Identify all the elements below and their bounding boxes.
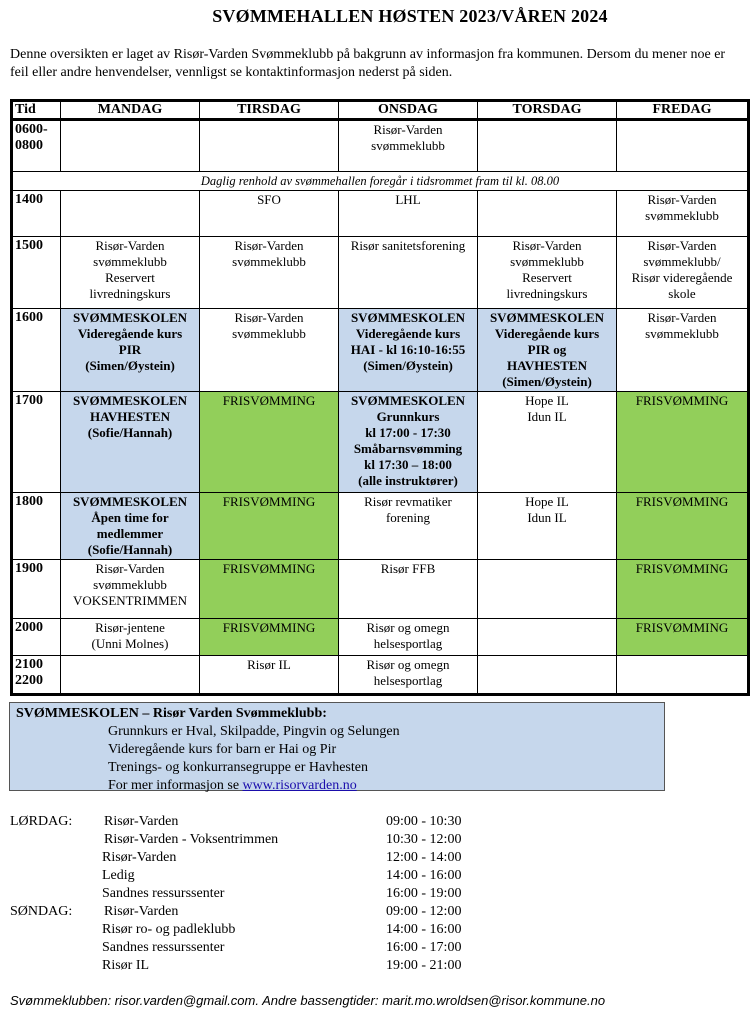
cell-text-line: Reservert: [522, 270, 572, 285]
weekend-time: 12:00 - 14:00: [386, 850, 462, 865]
cell-text-line: Risør IL: [247, 657, 291, 672]
cell-text-line: SVØMMESKOLEN: [350, 310, 466, 325]
footer-contact: [10, 993, 745, 1008]
cell-text-line: Idun IL: [527, 409, 567, 424]
cell-text-line: Risør FFB: [380, 561, 436, 576]
time-cell: [12, 191, 61, 237]
cell-text-line: svømmeklubb: [93, 577, 167, 592]
cell-text-line: Risør-Varden: [512, 238, 582, 253]
cell-text-line: svømmeklubb: [232, 326, 306, 341]
cell-text-line: Hope IL: [525, 494, 569, 509]
cell-text-line: Risør-Varden: [647, 192, 717, 207]
cell-fredag: [617, 493, 749, 560]
risorvarden-link[interactable]: www.risorvarden.no: [242, 778, 357, 793]
cell-text-line: SVØMMESKOLEN: [72, 393, 188, 408]
cell-mandag: [61, 619, 200, 656]
cell-text-line: VOKSENTRIMMEN: [72, 593, 188, 608]
weekend-row: [10, 885, 530, 903]
weekend-row: [10, 903, 530, 921]
more-info-prefix: For mer informasjon se: [108, 778, 243, 793]
cell-text-line: svømmeklubb/: [643, 254, 721, 269]
header-tirsdag: TIRSDAG: [200, 101, 339, 120]
weekend-club: Risør-Varden - Voksentrimmen: [104, 832, 279, 847]
cell-text-line: helsesportlag: [373, 636, 443, 651]
cleaning-note-row: [12, 172, 749, 191]
schedule-row: [12, 309, 749, 392]
cell-text-line: kl 17:30 – 18:00: [364, 457, 452, 472]
svommeskolen-line: Grunnkurs er Hval, Skilpadde, Pingvin og Selungen: [108, 724, 400, 739]
cell-mandag: [61, 656, 200, 695]
cell-text-line: 1500: [15, 238, 43, 253]
cell-fredag: [617, 392, 749, 493]
weekend-club: Risør-Varden: [104, 904, 179, 919]
cell-text-line: Risør sanitetsforening: [350, 238, 466, 253]
cell-text-line: 0600-: [15, 122, 48, 137]
cell-onsdag: [339, 493, 478, 560]
cell-torsdag: [478, 120, 617, 172]
cell-text-line: FRISVØMMING: [222, 494, 316, 509]
cell-text-line: Åpen time for: [91, 510, 169, 525]
cell-text-line: Videregående kurs: [77, 326, 183, 341]
cell-text-line: FRISVØMMING: [222, 561, 316, 576]
cell-mandag: [61, 191, 200, 237]
cell-torsdag: [478, 560, 617, 619]
cell-text-line: SVØMMESKOLEN: [72, 310, 188, 325]
cell-fredag: [617, 560, 749, 619]
cell-onsdag: [339, 191, 478, 237]
cell-text-line: (Simen/Øystein): [363, 358, 453, 373]
cell-tirsdag: [200, 237, 339, 309]
time-cell: [12, 619, 61, 656]
schedule-row: [12, 237, 749, 309]
cell-torsdag: [478, 237, 617, 309]
intro-text: Denne oversikten er laget av Risør-Varden Svømmeklubb på bakgrunn av informasjon fra kommunen. Dersom du mener noe er feil eller andre henvendelser, vennligst se kontaktinformasjon nederst på siden.: [10, 47, 726, 80]
cell-fredag: [617, 237, 749, 309]
cell-onsdag: [339, 560, 478, 619]
cell-text-line: 1700: [15, 393, 43, 408]
weekend-club: Sandnes ressurssenter: [102, 886, 225, 901]
weekend-schedule: [10, 813, 530, 975]
cell-onsdag: [339, 619, 478, 656]
cell-text-line: livredningskurs: [89, 286, 171, 301]
cell-mandag: [61, 560, 200, 619]
cell-text-line: FRISVØMMING: [635, 393, 729, 408]
cell-onsdag: [339, 120, 478, 172]
schedule-row: [12, 656, 749, 695]
header-mandag: MANDAG: [61, 101, 200, 120]
cell-text-line: 1800: [15, 494, 43, 509]
cell-text-line: Risør-Varden: [234, 310, 304, 325]
weekend-row: [10, 813, 530, 831]
schedule-table: [10, 99, 750, 696]
cell-text-line: FRISVØMMING: [222, 620, 316, 635]
page-title: SVØMMEHALLEN HØSTEN 2023/VÅREN 2024: [212, 6, 608, 26]
cell-text-line: SFO: [257, 192, 281, 207]
cell-text-line: Grunnkurs: [376, 409, 440, 424]
cell-fredag: [617, 309, 749, 392]
header-fredag: FREDAG: [617, 101, 749, 120]
weekend-row: [10, 867, 530, 885]
svommeskolen-info-box: [9, 702, 665, 791]
cell-text-line: Risør og omegn: [366, 657, 450, 672]
cell-text-line: PIR og: [527, 342, 567, 357]
cell-text-line: helsesportlag: [373, 673, 443, 688]
cell-text-line: HAVHESTEN: [507, 358, 587, 373]
weekend-club: Risør-Varden: [104, 814, 179, 829]
cell-onsdag: [339, 237, 478, 309]
svommeskolen-heading: SVØMMESKOLEN – Risør Varden Svømmeklubb:: [16, 706, 327, 721]
cell-text-line: 1900: [15, 561, 43, 576]
cell-text-line: svømmeklubb: [371, 138, 445, 153]
footer-label-club: Svømmeklubben:: [10, 993, 112, 1008]
weekend-time: 16:00 - 17:00: [386, 940, 462, 955]
footer-email-club[interactable]: risor.varden@gmail.com.: [114, 993, 259, 1008]
header-row: [12, 101, 749, 120]
weekend-row: [10, 849, 530, 867]
cell-text-line: Hope IL: [525, 393, 569, 408]
cell-text-line: (Sofie/Hannah): [87, 425, 173, 440]
cell-mandag: [61, 120, 200, 172]
weekend-day: SØNDAG:: [10, 904, 73, 919]
schedule-row: [12, 493, 749, 560]
schedule-row: [12, 120, 749, 172]
schedule-row: [12, 560, 749, 619]
cell-text-line: skole: [668, 286, 696, 301]
cell-tirsdag: [200, 392, 339, 493]
cell-text-line: medlemmer: [96, 526, 164, 541]
cell-fredag: [617, 656, 749, 695]
weekend-club: Ledig: [102, 868, 135, 883]
cell-torsdag: [478, 619, 617, 656]
weekend-time: 19:00 - 21:00: [386, 958, 462, 973]
cell-text-line: 1400: [15, 192, 43, 207]
cell-torsdag: [478, 493, 617, 560]
cell-text-line: HAI - kl 16:10-16:55: [350, 342, 466, 357]
cell-text-line: (Simen/Øystein): [85, 358, 175, 373]
time-cell: [12, 493, 61, 560]
schedule-row: [12, 619, 749, 656]
cell-text-line: svømmeklubb: [93, 254, 167, 269]
cell-text-line: SVØMMESKOLEN: [489, 310, 605, 325]
cell-text-line: FRISVØMMING: [222, 393, 316, 408]
cell-onsdag: [339, 309, 478, 392]
cell-text-line: svømmeklubb: [232, 254, 306, 269]
weekend-time: 16:00 - 19:00: [386, 886, 462, 901]
cell-text-line: svømmeklubb: [645, 208, 719, 223]
cell-text-line: kl 17:00 - 17:30: [365, 425, 451, 440]
header-tid: Tid: [12, 101, 61, 120]
cell-text-line: Risør-Varden: [95, 561, 165, 576]
header-torsdag: TORSDAG: [478, 101, 617, 120]
cell-text-line: forening: [385, 510, 431, 525]
weekend-club: Risør IL: [102, 958, 150, 973]
cell-text-line: (Simen/Øystein): [502, 374, 592, 389]
cell-tirsdag: [200, 656, 339, 695]
weekend-row: [10, 957, 530, 975]
cell-text-line: (Sofie/Hannah): [87, 542, 173, 557]
cell-tirsdag: [200, 191, 339, 237]
cell-mandag: [61, 237, 200, 309]
cell-text-line: PIR: [118, 342, 142, 357]
cell-tirsdag: [200, 560, 339, 619]
weekend-row: [10, 831, 530, 849]
cell-onsdag: [339, 392, 478, 493]
svommeskolen-line: Videregående kurs for barn er Hai og Pir: [108, 742, 337, 757]
cell-text-line: 0800: [15, 138, 43, 153]
cell-text-line: Småbarnsvømming: [353, 441, 463, 456]
cell-fredag: [617, 120, 749, 172]
time-cell: [12, 237, 61, 309]
cell-text-line: livredningskurs: [506, 286, 588, 301]
schedule-row: [12, 191, 749, 237]
weekend-time: 10:30 - 12:00: [386, 832, 462, 847]
cell-onsdag: [339, 656, 478, 695]
weekend-row: [10, 939, 530, 957]
cell-tirsdag: [200, 309, 339, 392]
cell-text-line: SVØMMESKOLEN: [350, 393, 466, 408]
cell-tirsdag: [200, 120, 339, 172]
cell-text-line: Risør og omegn: [366, 620, 450, 635]
time-cell: [12, 560, 61, 619]
weekend-club: Risør-Varden: [102, 850, 177, 865]
time-cell: [12, 309, 61, 392]
cell-text-line: (alle instruktører): [358, 473, 458, 488]
cell-text-line: Risør videregående: [631, 270, 733, 285]
time-cell: [12, 120, 61, 172]
cell-mandag: [61, 493, 200, 560]
cell-text-line: LHL: [395, 192, 421, 207]
cell-text-line: Risør-jentene: [95, 620, 165, 635]
cell-text-line: Risør-Varden: [234, 238, 304, 253]
cell-text-line: 2100: [15, 657, 43, 672]
cell-text-line: Risør revmatiker: [364, 494, 452, 509]
weekend-time: 14:00 - 16:00: [386, 922, 462, 937]
cell-text-line: svømmeklubb: [645, 326, 719, 341]
cell-torsdag: [478, 309, 617, 392]
weekend-club: Risør ro- og padleklubb: [102, 922, 236, 937]
cell-text-line: Risør-Varden: [373, 122, 443, 137]
weekend-day: LØRDAG:: [10, 814, 73, 829]
cell-fredag: [617, 191, 749, 237]
cell-text-line: Risør-Varden: [95, 238, 165, 253]
cell-text-line: FRISVØMMING: [635, 494, 729, 509]
cleaning-note: Daglig renhold av svømmehallen foregår i tidsrommet fram til kl. 08.00: [12, 172, 749, 191]
cell-mandag: [61, 309, 200, 392]
footer-email-kommune[interactable]: marit.mo.wroldsen@risor.kommune.no: [382, 993, 606, 1008]
time-cell: [12, 392, 61, 493]
time-cell: [12, 656, 61, 695]
cell-text-line: Risør-Varden: [647, 238, 717, 253]
cell-text-line: 2000: [15, 620, 43, 635]
cell-text-line: Idun IL: [527, 510, 567, 525]
cell-torsdag: [478, 191, 617, 237]
cell-mandag: [61, 392, 200, 493]
svommeskolen-line: Trenings- og konkurransegruppe er Havhesten: [108, 760, 368, 775]
weekend-time: 14:00 - 16:00: [386, 868, 462, 883]
cell-text-line: 2200: [15, 673, 43, 688]
cell-text-line: HAVHESTEN: [90, 409, 170, 424]
schedule-row: [12, 392, 749, 493]
cell-text-line: (Unni Molnes): [91, 636, 169, 651]
weekend-row: [10, 921, 530, 939]
cell-text-line: Risør-Varden: [647, 310, 717, 325]
cell-text-line: FRISVØMMING: [635, 620, 729, 635]
cell-text-line: Videregående kurs: [494, 326, 600, 341]
cell-text-line: Videregående kurs: [355, 326, 461, 341]
cell-tirsdag: [200, 493, 339, 560]
cell-torsdag: [478, 392, 617, 493]
footer-label-other: Andre bassengtider:: [262, 993, 379, 1008]
weekend-club: Sandnes ressurssenter: [102, 940, 225, 955]
header-onsdag: ONSDAG: [339, 101, 478, 120]
cell-text-line: Reservert: [105, 270, 155, 285]
svommeskolen-more-info: [10, 777, 664, 795]
weekend-time: 09:00 - 12:00: [386, 904, 462, 919]
cell-tirsdag: [200, 619, 339, 656]
cell-fredag: [617, 619, 749, 656]
cell-torsdag: [478, 656, 617, 695]
weekend-time: 09:00 - 10:30: [386, 814, 462, 829]
cell-text-line: SVØMMESKOLEN: [72, 494, 188, 509]
cell-text-line: svømmeklubb: [510, 254, 584, 269]
cell-text-line: 1600: [15, 310, 43, 325]
cell-text-line: FRISVØMMING: [635, 561, 729, 576]
